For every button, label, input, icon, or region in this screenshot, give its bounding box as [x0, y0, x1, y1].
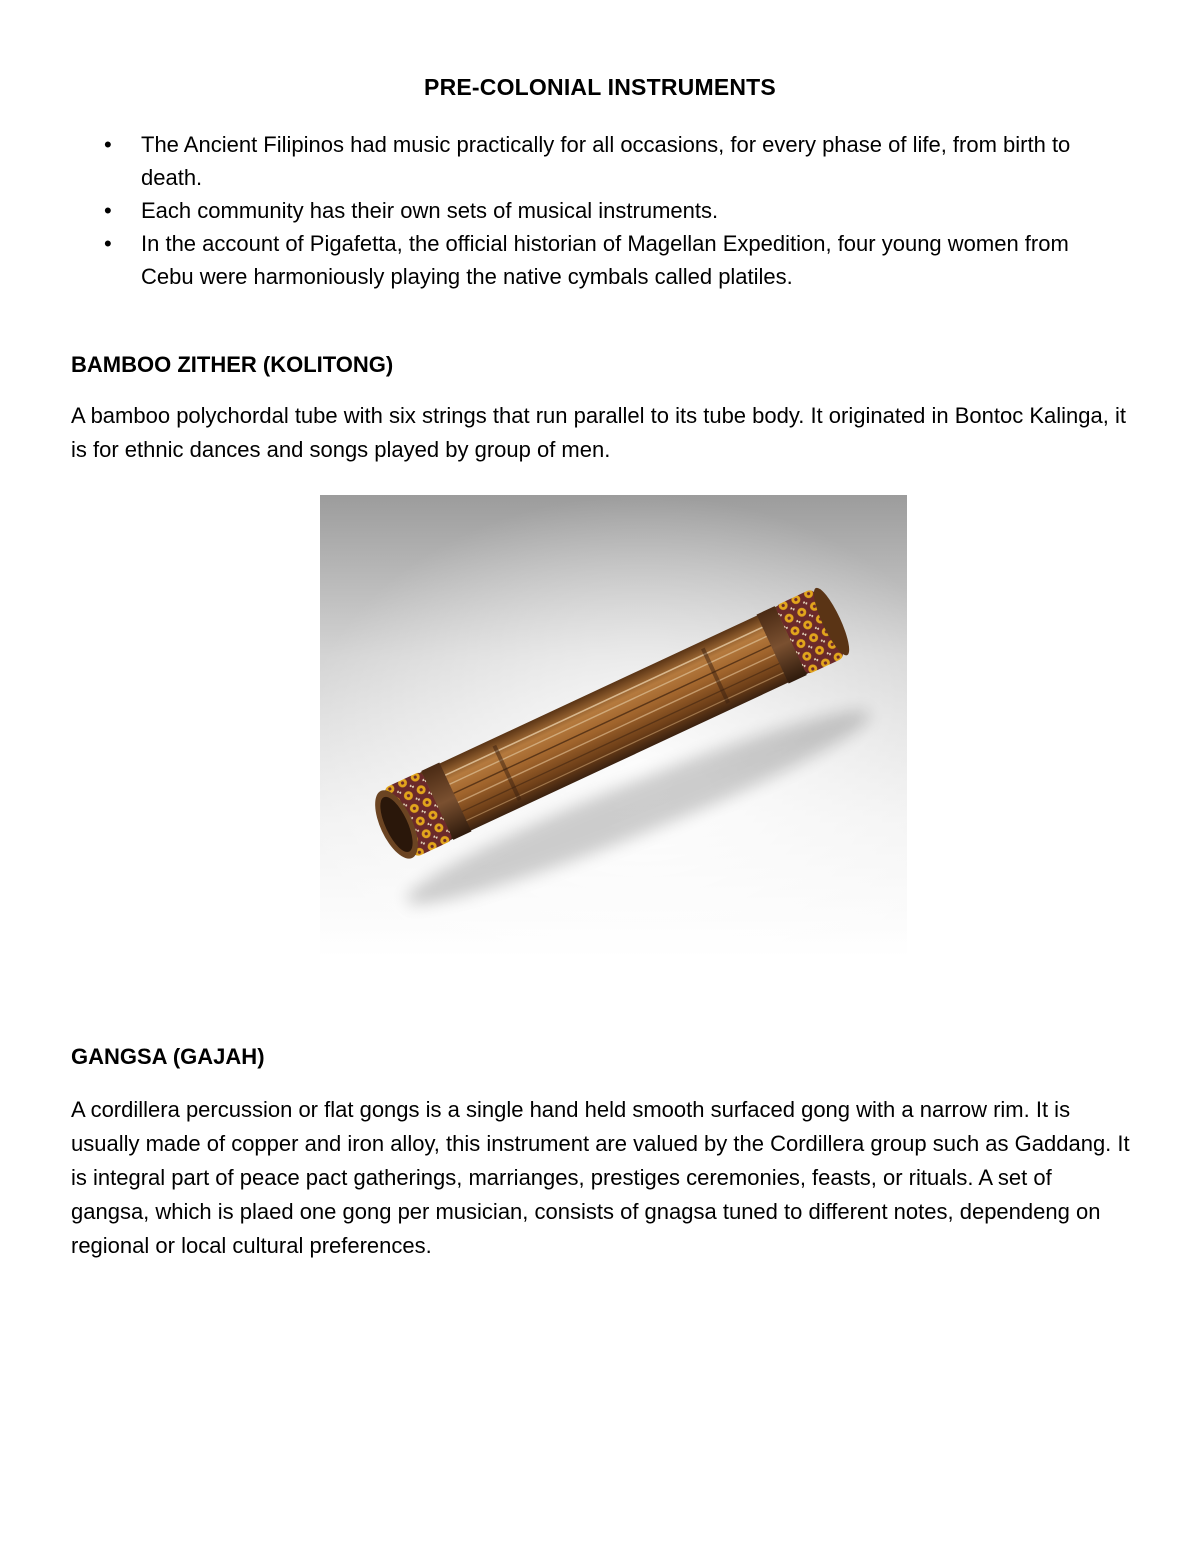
section-heading-gangsa: GANGSA (GAJAH): [71, 1044, 265, 1069]
bullet-icon: •: [104, 198, 112, 223]
bullet-icon: •: [104, 132, 112, 157]
list-item: [100, 194, 1100, 227]
bullet-icon: •: [104, 231, 112, 256]
page-title: PRE-COLONIAL INSTRUMENTS: [424, 74, 776, 100]
list-item: [100, 128, 1100, 194]
list-item: [100, 227, 1100, 293]
section-body-bamboo-zither: A bamboo polychordal tube with six strings that run parallel to its tube body. It originated in Bontoc Kalinga, it is for ethnic dances and songs played by group of men.: [71, 403, 1126, 462]
bullet-text: The Ancient Filipinos had music practically for all occasions, for every phase of life, from birth to death.: [141, 132, 1071, 190]
bullet-text: In the account of Pigafetta, the official historian of Magellan Expedition, four young women from Cebu were harmoniously playing the native cymbals called platiles.: [141, 231, 1069, 289]
section-body-gangsa: A cordillera percussion or flat gongs is a single hand held smooth surfaced gong with a narrow rim. It is usually made of copper and iron alloy, this instrument are valued by the Cordillera group such as Gaddang. It is integral part of peace pact gatherings, marrianges, prestiges ceremonies, feasts, or rituals. A set of gangsa, which is plaed one gong per musician, consists of gnagsa tuned to different notes, dependeng on regional or local cultural preferences.: [71, 1097, 1130, 1258]
bamboo-zither-photo: [320, 495, 907, 958]
intro-bullet-list: [100, 128, 1100, 293]
section-heading-bamboo-zither: BAMBOO ZITHER (KOLITONG): [71, 352, 394, 377]
bullet-text: Each community has their own sets of musical instruments.: [141, 198, 719, 223]
